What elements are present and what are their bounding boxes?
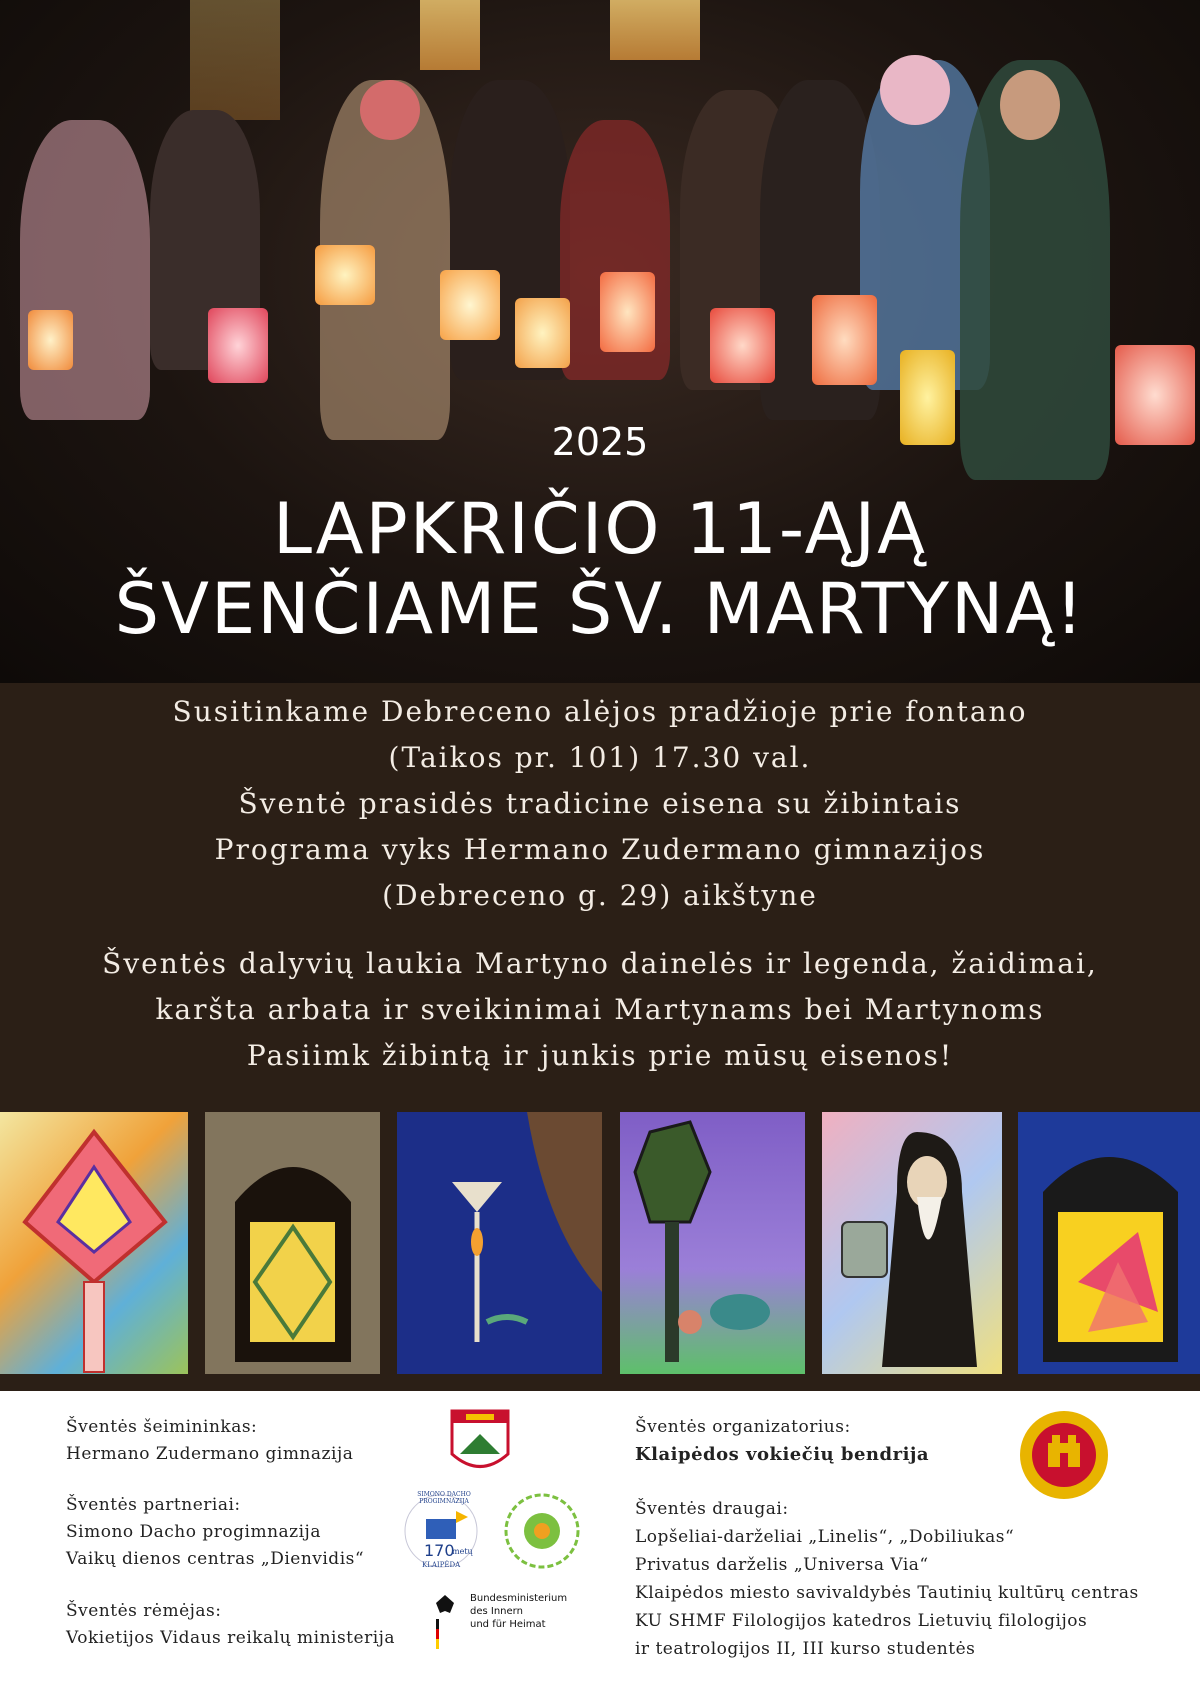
- sponsor-label: Šventės rėmėjas:: [66, 1601, 222, 1621]
- saint-martin-drawing-icon: [822, 1112, 1002, 1374]
- federal-eagle-icon: [432, 1591, 458, 1651]
- friend-item: Privatus darželis „Universa Via“: [635, 1555, 929, 1575]
- info-line: (Taikos pr. 101) 17.30 val.: [388, 741, 812, 774]
- paper-lantern: [28, 310, 73, 370]
- lantern-drawing-icon: [1018, 1112, 1200, 1374]
- ministry-line: und für Heimat: [470, 1619, 546, 1630]
- info-line: (Debreceno g. 29) aikštyne: [382, 879, 818, 912]
- ministry-line: Bundesministerium: [470, 1593, 568, 1604]
- ministry-line: des Innern: [470, 1606, 523, 1617]
- partner-item: Vaikų dienos centras „Dienvidis“: [66, 1549, 365, 1569]
- partners-label: Šventės partneriai:: [66, 1495, 241, 1515]
- dacho-logo-text: SIMONO DACHO PROGIMNAZIJA: [417, 1491, 471, 1505]
- event-year: 2025: [551, 420, 649, 464]
- info-line: karšta arbata ir sveikinimai Martynams bei Martynoms: [155, 993, 1045, 1026]
- artwork-lantern: [1018, 1112, 1200, 1374]
- dacho-school-logo: [396, 1491, 486, 1571]
- lantern-drawing-icon: [397, 1112, 602, 1374]
- artwork-lantern: [0, 1112, 188, 1374]
- friend-item: Klaipėdos miesto savivaldybės Tautinių kultūrų centras: [635, 1583, 1139, 1603]
- artwork-lantern: [205, 1112, 380, 1374]
- friend-item: Lopšeliai-darželiai „Linelis“, „Dobiliukas“: [635, 1527, 1015, 1547]
- child-figure: [20, 120, 150, 420]
- artwork-saint-martin: [822, 1112, 1002, 1374]
- dacho-logo-number: 170: [424, 1541, 455, 1560]
- organizer-name: Klaipėdos vokiečių bendrija: [635, 1444, 930, 1465]
- school-shield-icon: [450, 1409, 510, 1479]
- paper-lantern: [440, 270, 500, 340]
- friends-label: Šventės draugai:: [635, 1499, 789, 1519]
- artwork-saint-martin: [620, 1112, 805, 1374]
- paper-lantern: [515, 298, 570, 368]
- organizer-label: Šventės organizatorius:: [635, 1417, 851, 1437]
- window: [190, 0, 280, 120]
- school-logo: [450, 1409, 510, 1479]
- info-line: Susitinkame Debreceno alėjos pradžioje prie fontano: [172, 695, 1028, 728]
- dienvidis-logo: [502, 1491, 582, 1571]
- lantern-drawing-icon: [0, 1112, 188, 1374]
- dacho-logo-sub: metų: [452, 1547, 473, 1556]
- window: [420, 0, 480, 70]
- info-line: Šventė prasidės tradicine eisena su žibintais: [238, 787, 962, 820]
- paper-lantern: [710, 308, 775, 383]
- host-label: Šventės šeimininkas:: [66, 1417, 258, 1437]
- partner-item: Simono Dacho progimnazija: [66, 1522, 321, 1542]
- dacho-logo-city: KLAIPĖDA: [422, 1561, 461, 1569]
- info-line: Pasiimk žibintą ir junkis prie mūsų eisenos!: [246, 1039, 954, 1072]
- saint-martin-drawing-icon: [620, 1112, 805, 1374]
- ministry-logo: [432, 1591, 582, 1661]
- sponsor-name: Vokietijos Vidaus reikalų ministerija: [66, 1628, 396, 1648]
- info-line: Šventės dalyvių laukia Martyno dainelės ir legenda, žaidimai,: [102, 947, 1098, 980]
- artwork-lantern: [397, 1112, 602, 1374]
- paper-lantern: [208, 308, 268, 383]
- hero-photo: [0, 0, 1200, 683]
- window: [610, 0, 700, 60]
- friend-item: KU SHMF Filologijos katedros Lietuvių filologijos: [635, 1611, 1088, 1631]
- title-line-1: LAPKRIČIO 11-ĄJĄ: [273, 488, 927, 570]
- lantern-drawing-icon: [205, 1112, 380, 1374]
- info-line: Programa vyks Hermano Zudermano gimnazijos: [214, 833, 986, 866]
- title-line-2: ŠVENČIAME ŠV. MARTYNĄ!: [114, 568, 1086, 650]
- friend-item: ir teatrologijos II, III kurso studentės: [635, 1639, 976, 1659]
- paper-lantern: [812, 295, 877, 385]
- organizer-logo: [1018, 1409, 1110, 1501]
- footer-credits: [0, 1391, 1200, 1698]
- organizer-seal-icon: [1018, 1409, 1110, 1501]
- child-head: [880, 55, 950, 125]
- child-head: [360, 80, 420, 140]
- paper-lantern: [600, 272, 655, 352]
- host-name: Hermano Zudermano gimnazija: [66, 1444, 354, 1464]
- paper-lantern: [315, 245, 375, 305]
- dienvidis-logo-icon: [502, 1491, 582, 1571]
- child-head: [1000, 70, 1060, 140]
